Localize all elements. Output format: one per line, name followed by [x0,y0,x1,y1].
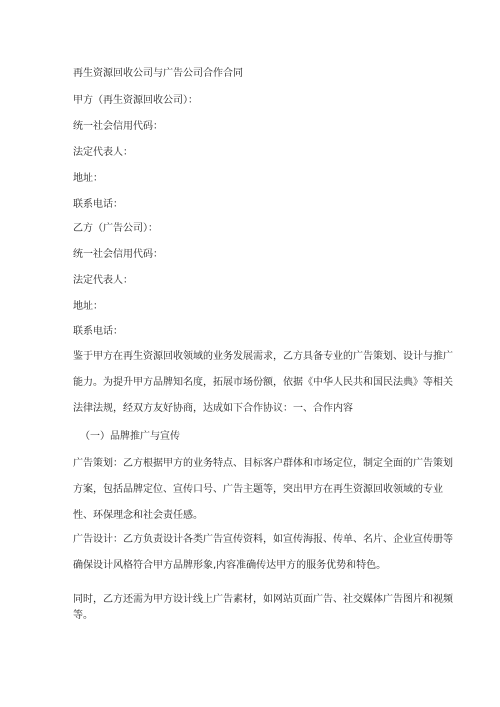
design-line: 广告设计：乙方负责设计各类广告宣传资料，如宣传海报、传单、名片、企业宣传册等 [73,534,453,545]
planning-line: 广告策划：乙方根据甲方的业务特点、目标客户群体和市场定位，制定全面的广告策划 [73,458,453,469]
party-b-legal-rep: 法定代表人： [73,275,133,286]
party-a-legal-rep: 法定代表人： [73,147,133,158]
section-1-heading: （一）品牌推广与宣传 [80,431,180,442]
design-paragraph [73,527,453,579]
planning-paragraph [73,451,453,529]
party-b-heading: 乙方（广告公司）： [73,223,158,234]
party-a-credit-code: 统一社会信用代码： [73,121,163,132]
party-b-address: 地址： [73,301,103,312]
design-line: 确保设计风格符合甲方品牌形象,内容准确传达甲方的服务优势和特色。 [73,560,387,571]
preamble-paragraph [73,344,453,422]
online-paragraph [73,592,453,624]
party-a-address: 地址： [73,173,103,184]
online-line: 等。 [73,610,93,621]
preamble-line: 鉴于甲方在再生资源回收领域的业务发展需求，乙方具备专业的广告策划、设计与推广 [73,351,453,362]
online-line: 同时，乙方还需为甲方设计线上广告素材，如网站页面广告、社交媒体广告图片和视频 [73,594,453,605]
contract-title: 再生资源回收公司与广告公司合作合同 [73,68,243,79]
party-b-credit-code: 统一社会信用代码： [73,249,163,260]
party-a-phone: 联系电话： [73,199,123,210]
party-b-phone: 联系电话： [73,326,123,337]
party-a-heading: 甲方（再生资源回收公司）： [73,95,198,106]
preamble-line: 能力。为提升甲方品牌知名度，拓展市场份额，依据《中华人民共和国民法典》等相关 [73,377,453,388]
preamble-line: 法律法规，经双方友好协商，达成如下合作协议：一、合作内容 [73,403,353,414]
planning-line: 性、环保理念和社会责任感。 [73,510,203,521]
planning-line: 方案，包括品牌定位、宣传口号、广告主题等，突出甲方在再生资源回收领域的专业 [73,484,443,495]
